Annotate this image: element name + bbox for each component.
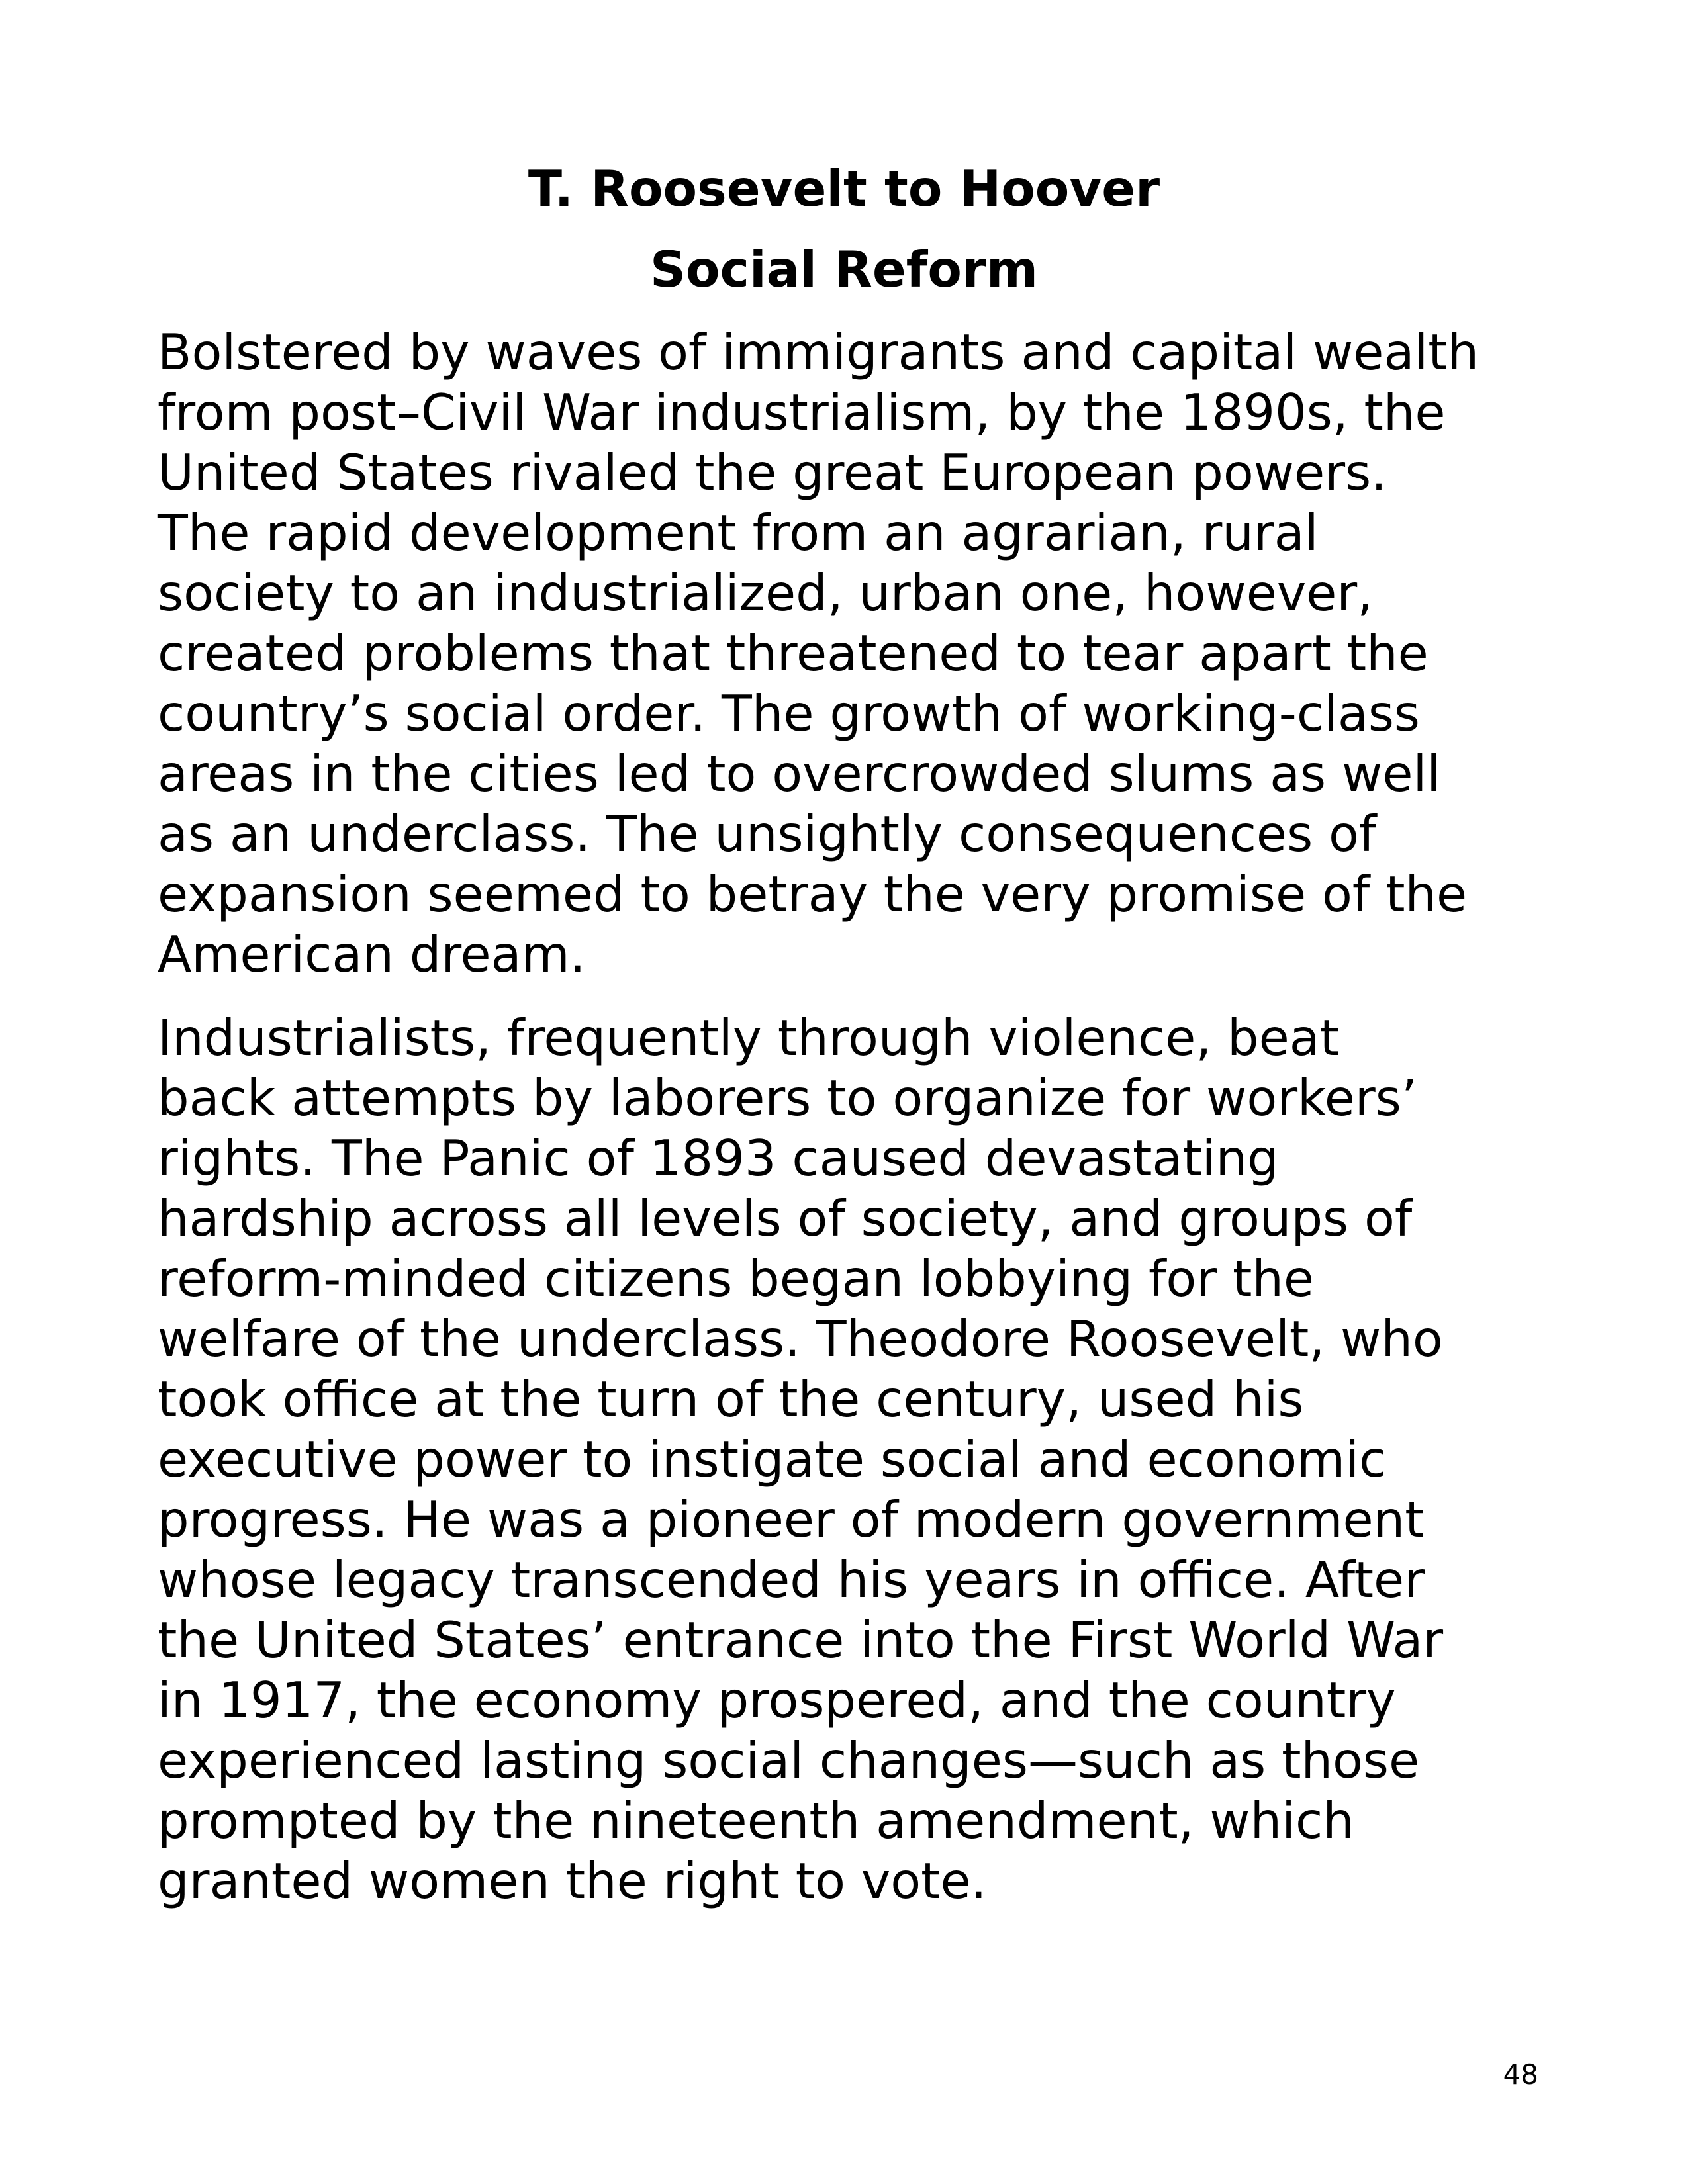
text-line: experienced lasting social changes—such as those (158, 1731, 1420, 1790)
text-line: progress. He was a pioneer of modern government (158, 1490, 1425, 1549)
text-line: American dream. (158, 925, 586, 983)
text-line: Bolstered by waves of immigrants and capital wealth (158, 323, 1479, 381)
text-line: society to an industrialized, urban one, however, (158, 564, 1374, 622)
paragraph (158, 322, 1541, 985)
text-line: created problems that threatened to tear apart the (158, 624, 1429, 682)
text-line: the United States’ entrance into the First World War (158, 1611, 1444, 1669)
text-line: prompted by the nineteenth amendment, which (158, 1792, 1354, 1850)
page-title: T. Roosevelt to Hoover (528, 159, 1160, 218)
section-subtitle: Social Reform (649, 240, 1039, 298)
text-line: took office at the turn of the century, used his (158, 1370, 1304, 1428)
text-line: back attempts by laborers to organize for workers’ (158, 1069, 1417, 1127)
text-line: United States rivaled the great European powers. (158, 443, 1387, 502)
text-line: areas in the cities led to overcrowded slums as well (158, 745, 1441, 803)
text-line: as an underclass. The unsightly consequences of (158, 805, 1377, 863)
text-line: from post–Civil War industrialism, by the 1890s, the (158, 383, 1446, 441)
text-line: expansion seemed to betray the very promise of the (158, 865, 1468, 923)
text-line: welfare of the underclass. Theodore Roosevelt, who (158, 1310, 1443, 1368)
text-line: executive power to instigate social and economic (158, 1430, 1387, 1488)
text-line: hardship across all levels of society, and groups of (158, 1189, 1413, 1248)
text-line: country’s social order. The growth of working-class (158, 684, 1421, 743)
page-number: 48 (1503, 2058, 1538, 2091)
paragraph (158, 1008, 1541, 1911)
text-line: Industrialists, frequently through violence, beat (158, 1009, 1340, 1067)
text-line: in 1917, the economy prospered, and the country (158, 1671, 1396, 1729)
text-line: whose legacy transcended his years in office. After (158, 1551, 1425, 1609)
text-line: granted women the right to vote. (158, 1852, 987, 1910)
text-line: rights. The Panic of 1893 caused devastating (158, 1129, 1279, 1187)
text-line: The rapid development from an agrarian, rural (158, 504, 1319, 562)
text-line: reform-minded citizens began lobbying for the (158, 1250, 1315, 1308)
